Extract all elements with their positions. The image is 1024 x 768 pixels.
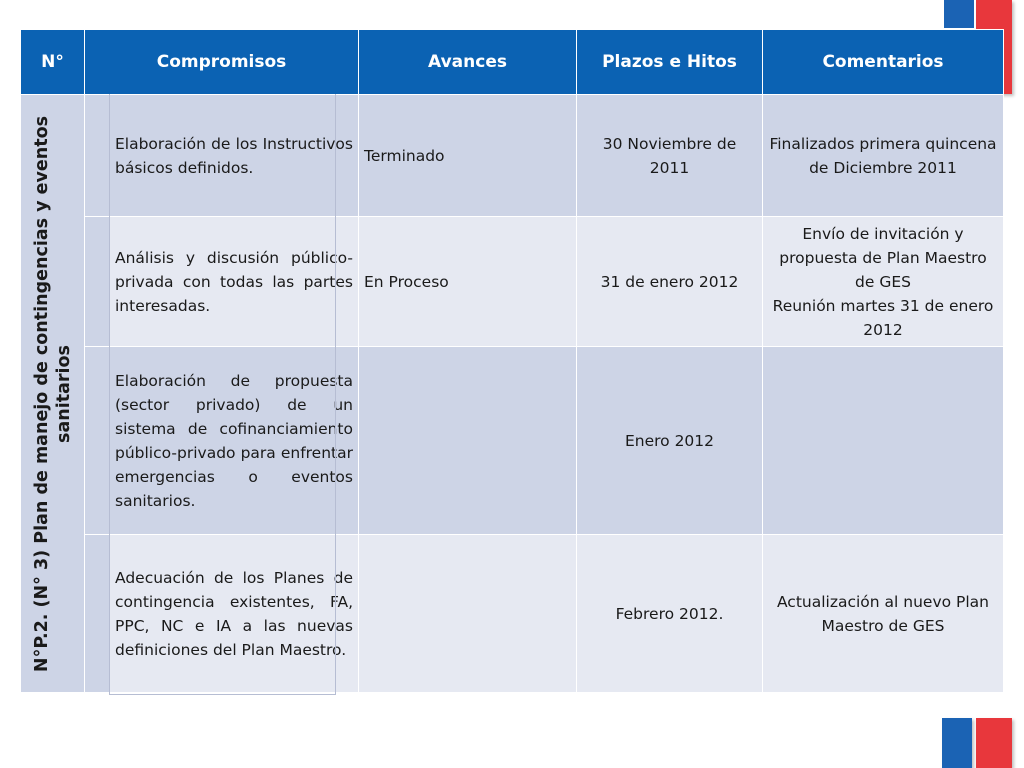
header-avances: Avances bbox=[359, 30, 577, 95]
header-compromisos: Compromisos bbox=[85, 30, 359, 95]
plazo-cell: 30 Noviembre de 2011 bbox=[577, 95, 763, 217]
decorative-blue-block-bottom bbox=[942, 718, 972, 768]
header-plazos: Plazos e Hitos bbox=[577, 30, 763, 95]
table-row bbox=[21, 217, 1004, 347]
spacer-cell bbox=[85, 347, 110, 535]
comentario-cell bbox=[763, 347, 1004, 535]
table-row bbox=[21, 347, 1004, 535]
compromiso-cell: Adecuación de los Planes de contingencia existentes, FA, PPC, NC e IA a las nuevas definiciones del Plan Maestro. bbox=[110, 535, 359, 693]
compromiso-cell: Análisis y discusión público-privada con todas las partes interesadas. bbox=[110, 217, 359, 347]
avance-cell: Terminado bbox=[359, 95, 577, 217]
decorative-red-block-bottom bbox=[976, 718, 1012, 768]
spacer-cell bbox=[85, 95, 110, 217]
avance-cell bbox=[359, 535, 577, 693]
header-n: N° bbox=[21, 30, 85, 95]
comentario-cell: Actualización al nuevo Plan Maestro de GES bbox=[763, 535, 1004, 693]
row-group-label: N°P.2. (N° 3) Plan de manejo de contingencias y eventos sanitarios bbox=[31, 115, 74, 672]
plazo-cell: 31 de enero 2012 bbox=[577, 217, 763, 347]
table-row bbox=[21, 535, 1004, 693]
plazo-cell: Enero 2012 bbox=[577, 347, 763, 535]
compromiso-cell: Elaboración de los Instructivos básicos definidos. bbox=[110, 95, 359, 217]
comentario-cell: Finalizados primera quincena de Diciembre 2011 bbox=[763, 95, 1004, 217]
table-header-row bbox=[21, 30, 1004, 95]
commitments-table bbox=[20, 29, 1004, 693]
comentario-line: Reunión martes 31 de enero 2012 bbox=[772, 296, 994, 339]
avance-cell bbox=[359, 347, 577, 535]
plazo-cell: Febrero 2012. bbox=[577, 535, 763, 693]
row-group-label-cell bbox=[21, 95, 85, 693]
spacer-cell bbox=[85, 535, 110, 693]
avance-cell: En Proceso bbox=[359, 217, 577, 347]
compromiso-cell: Elaboración de propuesta (sector privado) de un sistema de cofinanciamiento público-privado para enfrentar emergencias o eventos sanitarios. bbox=[110, 347, 359, 535]
comentario-cell bbox=[763, 217, 1004, 347]
spacer-cell bbox=[85, 217, 110, 347]
decorative-blue-block-top bbox=[944, 0, 974, 28]
table-row bbox=[21, 95, 1004, 217]
header-comentarios: Comentarios bbox=[763, 30, 1004, 95]
comentario-line: Envío de invitación y propuesta de Plan Maestro de GES bbox=[779, 224, 987, 291]
